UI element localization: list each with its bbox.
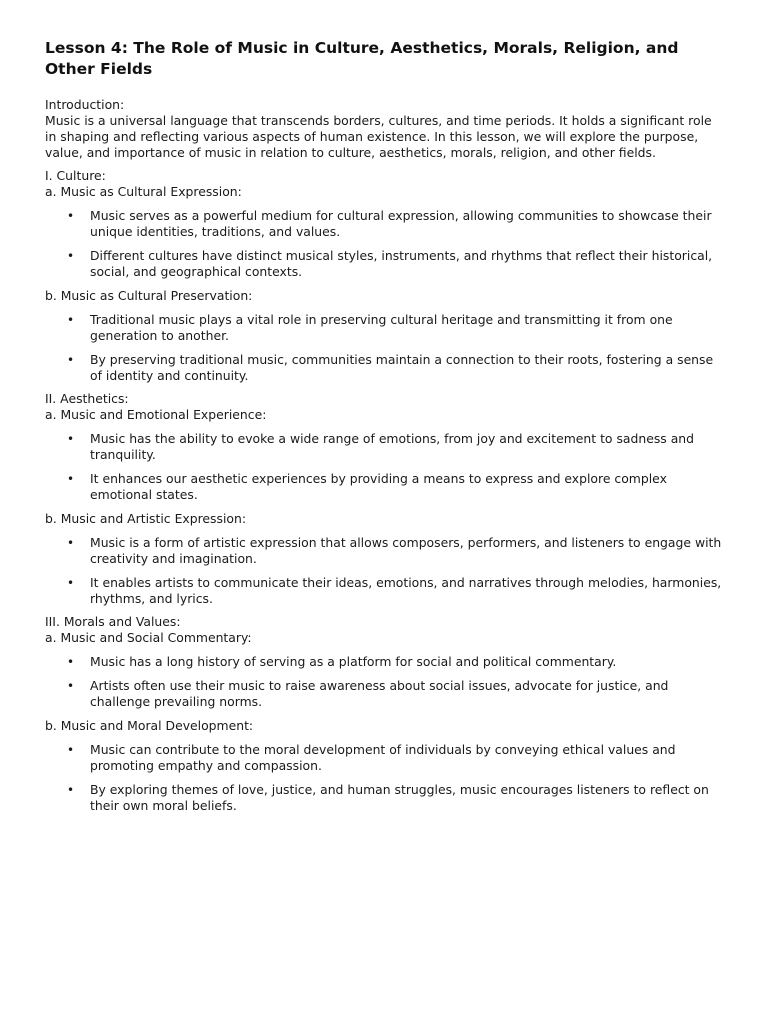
bullet-list: [45, 654, 724, 710]
list-item-text: Different cultures have distinct musical styles, instruments, and rhythms that reflect their historical, social, and geographical contexts.: [90, 248, 713, 279]
section-heading: I. Culture:: [45, 168, 106, 183]
bullet-list: [45, 431, 724, 503]
list-item: [45, 575, 724, 607]
list-item-text: Music is a form of artistic expression that allows composers, performers, and listeners to engage with creativity and imagination.: [90, 535, 722, 566]
intro-heading: Introduction:: [45, 97, 125, 112]
list-item-text: It enhances our aesthetic experiences by providing a means to express and explore complex emotional states.: [90, 471, 667, 502]
list-item-text: By preserving traditional music, communities maintain a connection to their roots, fostering a sense of identity and continuity.: [90, 352, 714, 383]
bullet-icon: •: [67, 432, 75, 446]
subsection-heading: a. Music and Emotional Experience:: [45, 407, 267, 422]
bullet-icon: •: [67, 209, 75, 223]
list-item: [45, 248, 724, 280]
intro-text: Music is a universal language that transcends borders, cultures, and time periods. It holds a significant role in shaping and reflecting various aspects of human existence. In this lesson, we will explore the purpose, value, and importance of music in relation to culture, aesthetics, morals, religion, and other fields.: [45, 113, 712, 160]
subsection-heading: a. Music as Cultural Expression:: [45, 184, 242, 199]
list-item: [45, 471, 724, 503]
subsection-heading: a. Music and Social Commentary:: [45, 630, 252, 645]
bullet-icon: •: [67, 249, 75, 263]
bullet-list: [45, 742, 724, 814]
bullet-icon: •: [67, 679, 75, 693]
list-item: [45, 535, 724, 567]
list-item: [45, 782, 724, 814]
list-item-text: Traditional music plays a vital role in preserving cultural heritage and transmitting it from one generation to another.: [90, 312, 673, 343]
subsection-heading: b. Music and Artistic Expression:: [45, 511, 246, 526]
list-item: [45, 352, 724, 384]
section-morals-and-values: [45, 614, 724, 814]
bullet-icon: •: [67, 353, 75, 367]
section-culture: [45, 168, 724, 384]
section-aesthetics: [45, 391, 724, 607]
bullet-icon: •: [67, 783, 75, 797]
list-item-text: Music has the ability to evoke a wide range of emotions, from joy and excitement to sadness and tranquility.: [90, 431, 695, 462]
bullet-list: [45, 312, 724, 384]
list-item-text: By exploring themes of love, justice, and human struggles, music encourages listeners to reflect on their own moral beliefs.: [90, 782, 709, 813]
bullet-icon: •: [67, 576, 75, 590]
bullet-icon: •: [67, 472, 75, 486]
list-item-text: Music serves as a powerful medium for cultural expression, allowing communities to showcase their unique identities, traditions, and values.: [90, 208, 712, 239]
bullet-icon: •: [67, 536, 75, 550]
section-heading: II. Aesthetics:: [45, 391, 129, 406]
bullet-icon: •: [67, 655, 75, 669]
list-item-text: Music has a long history of serving as a platform for social and political commentary.: [90, 654, 617, 669]
list-item: [45, 678, 724, 710]
list-item: [45, 654, 724, 670]
list-item: [45, 312, 724, 344]
list-item-text: Music can contribute to the moral development of individuals by conveying ethical values and promoting empathy and compassion.: [90, 742, 676, 773]
list-item: [45, 742, 724, 774]
subsection-heading: b. Music and Moral Development:: [45, 718, 254, 733]
bullet-list: [45, 535, 724, 607]
bullet-icon: •: [67, 743, 75, 757]
bullet-list: [45, 208, 724, 280]
list-item: [45, 431, 724, 463]
section-heading: III. Morals and Values:: [45, 614, 181, 629]
lesson-title: Lesson 4: The Role of Music in Culture, Aesthetics, Morals, Religion, and Other Fields: [45, 39, 679, 78]
subsection-heading: b. Music as Cultural Preservation:: [45, 288, 253, 303]
bullet-icon: •: [67, 313, 75, 327]
list-item-text: It enables artists to communicate their ideas, emotions, and narratives through melodies, harmonies, rhythms, and lyrics.: [90, 575, 722, 606]
list-item-text: Artists often use their music to raise awareness about social issues, advocate for justice, and challenge prevailing norms.: [90, 678, 669, 709]
list-item: [45, 208, 724, 240]
